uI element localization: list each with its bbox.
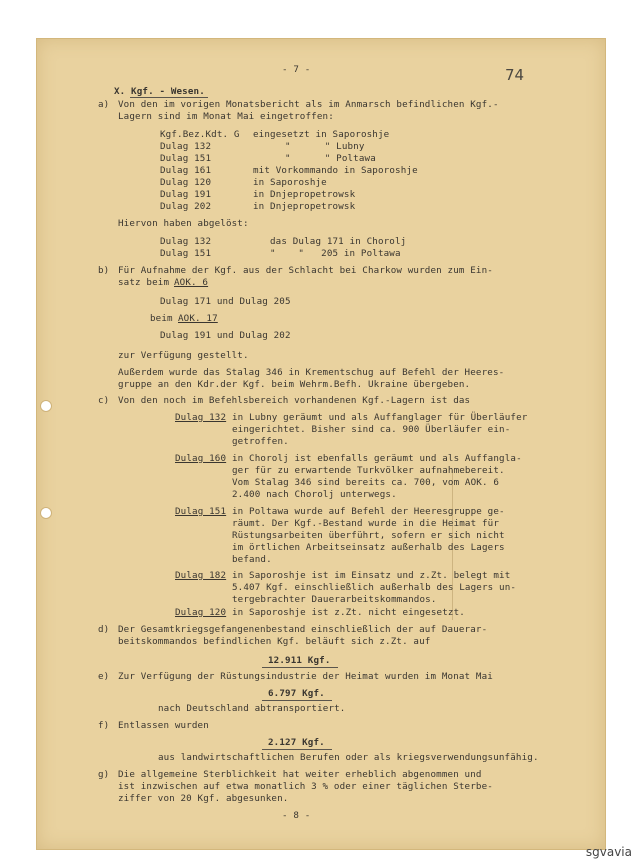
camp-name: Dulag 151 xyxy=(175,506,227,517)
watermark: sgvavia xyxy=(585,845,632,859)
camp-detail: befand. xyxy=(232,554,272,565)
punch-hole xyxy=(40,400,52,412)
paragraph-line: Lagern sind im Monat Mai eingetroffen: xyxy=(118,111,334,122)
camp-name: Dulag 120 xyxy=(160,177,212,188)
paragraph-line: Von den im vorigen Monatsbericht als im Anmarsch befindlichen Kgf.- xyxy=(118,99,499,110)
paragraph-line: Der Gesamtkriegsgefangenenbestand einschließlich der auf Dauerar- xyxy=(118,624,488,635)
camp-name: Dulag 151 xyxy=(160,153,212,164)
prisoner-total: 12.911 Kgf. xyxy=(268,655,331,666)
paragraph-line: Zur Verfügung der Rüstungsindustrie der Heimat wurden im Monat Mai xyxy=(118,671,493,682)
subheading: Hiervon haben abgelöst: xyxy=(118,218,249,229)
camp-location: " " Poltawa xyxy=(285,153,376,164)
camp-name: Dulag 202 xyxy=(160,201,212,212)
prisoner-release-count: 2.127 Kgf. xyxy=(268,737,325,748)
camp-name: Dulag 132 xyxy=(160,141,212,152)
camp-detail: Rüstungsarbeiten überführt, sofern er sich nicht xyxy=(232,530,505,541)
camp-detail: getroffen. xyxy=(232,436,289,447)
prisoner-transport-count: 6.797 Kgf. xyxy=(268,688,325,699)
paragraph-line: ist inzwischen auf etwa monatlich 3 % oder einer täglichen Sterbe- xyxy=(118,781,493,792)
handwritten-page-number: 74 xyxy=(505,66,525,84)
camp-detail: in Lubny geräumt und als Auffanglager für Überläufer xyxy=(232,412,528,423)
army-reference: AOK. 17 xyxy=(178,313,218,324)
camp-detail: im örtlichen Arbeitseinsatz außerhalb des Lagers xyxy=(232,542,505,553)
army-reference: AOK. 6 xyxy=(174,277,209,288)
camp-name: Kgf.Bez.Kdt. G xyxy=(160,129,240,140)
camp-name: Dulag 191 xyxy=(160,189,212,200)
camp-location: in Dnjepropetrowsk xyxy=(253,189,356,200)
title-underline xyxy=(130,97,208,98)
camp-name: Dulag 120 xyxy=(175,607,227,618)
item-letter: c) xyxy=(98,395,110,406)
camp-name: Dulag 161 xyxy=(160,165,212,176)
item-letter: a) xyxy=(98,99,110,110)
paragraph-line: aus landwirtschaftlichen Berufen oder als kriegsverwendungsunfähig. xyxy=(158,752,539,763)
item-letter: f) xyxy=(98,720,110,731)
page-bottom-marker: - 8 - xyxy=(282,810,311,821)
paragraph-line: Außerdem wurde das Stalag 346 in Krementschug auf Befehl der Heeres- xyxy=(118,367,505,378)
camp-name: Dulag 132 xyxy=(175,412,227,423)
value-underline xyxy=(262,667,338,668)
camp-location: mit Vorkommando in Saporoshje xyxy=(253,165,418,176)
page-top-marker: - 7 - xyxy=(282,64,311,75)
camp-location: in Dnjepropetrowsk xyxy=(253,201,356,212)
camp-location: eingesetzt in Saporoshje xyxy=(253,129,390,140)
camp-detail: 2.400 nach Chorolj unterwegs. xyxy=(232,489,397,500)
item-letter: b) xyxy=(98,265,110,276)
camp-location: in Saporoshje xyxy=(253,177,327,188)
paragraph-line: nach Deutschland abtransportiert. xyxy=(158,703,346,714)
paragraph-line: ziffer von 20 Kgf. abgesunken. xyxy=(118,793,289,804)
camp-detail: Vom Stalag 346 sind bereits ca. 700, vom AOK. 6 xyxy=(232,477,500,488)
camp-pair: Dulag 191 und Dulag 202 xyxy=(160,330,291,341)
item-letter: d) xyxy=(98,624,110,635)
camp-pair: Dulag 171 und Dulag 205 xyxy=(160,296,291,307)
camp-detail: 5.407 Kgf. einschließlich außerhalb des Lagers un- xyxy=(232,582,517,593)
camp-name: Dulag 151 xyxy=(160,248,212,259)
camp-location: " " Lubny xyxy=(285,141,365,152)
camp-detail: räumt. Der Kgf.-Bestand wurde in die Heimat für xyxy=(232,518,500,529)
item-letter: g) xyxy=(98,769,110,780)
camp-detail: in Poltawa wurde auf Befehl der Heeresgruppe ge- xyxy=(232,506,505,517)
paragraph-line-prefix: beim xyxy=(150,313,179,324)
section-title: X. Kgf. - Wesen. xyxy=(114,86,205,97)
punch-hole xyxy=(40,507,52,519)
camp-detail: ger für zu erwartende Turkvölker aufnahmebereit. xyxy=(232,465,505,476)
paragraph-line: gruppe an den Kdr.der Kgf. beim Wehrm.Befh. Ukraine übergeben. xyxy=(118,379,471,390)
camp-name: Dulag 160 xyxy=(175,453,227,464)
camp-name: Dulag 132 xyxy=(160,236,212,247)
camp-detail: eingerichtet. Bisher sind ca. 900 Überläufer ein- xyxy=(232,424,511,435)
camp-location: das Dulag 171 in Chorolj xyxy=(270,236,407,247)
value-underline xyxy=(262,700,332,701)
paragraph-line: Entlassen wurden xyxy=(118,720,209,731)
paragraph-line: zur Verfügung gestellt. xyxy=(118,350,249,361)
camp-detail: in Chorolj ist ebenfalls geräumt und als Auffangla- xyxy=(232,453,522,464)
paragraph-line-prefix: satz beim xyxy=(118,277,175,288)
camp-name: Dulag 182 xyxy=(175,570,227,581)
camp-detail: in Saporoshje ist z.Zt. nicht eingesetzt. xyxy=(232,607,465,618)
item-letter: e) xyxy=(98,671,110,682)
paragraph-line: Von den noch im Befehlsbereich vorhandenen Kgf.-Lagern ist das xyxy=(118,395,471,406)
camp-detail: in Saporoshje ist im Einsatz und z.Zt. belegt mit xyxy=(232,570,511,581)
paragraph-line: Für Aufnahme der Kgf. aus der Schlacht bei Charkow wurden zum Ein- xyxy=(118,265,493,276)
paragraph-line: beitskommandos befindlichen Kgf. beläuft sich z.Zt. auf xyxy=(118,636,431,647)
paragraph-line: Die allgemeine Sterblichkeit hat weiter erheblich abgenommen und xyxy=(118,769,482,780)
value-underline xyxy=(262,749,332,750)
camp-location: " " 205 in Poltawa xyxy=(270,248,401,259)
camp-detail: tergebrachter Dauerarbeitskommandos. xyxy=(232,594,437,605)
